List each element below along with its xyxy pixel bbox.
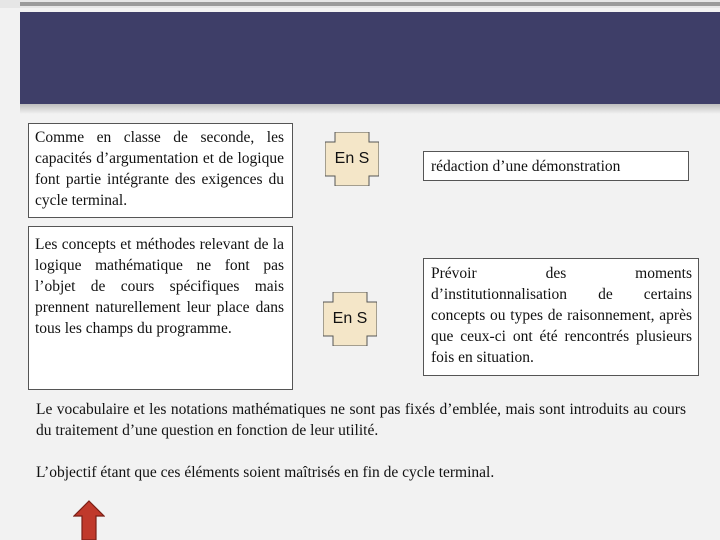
- text-box-seconde: [28, 123, 293, 218]
- text-box-redaction-text: rédaction d’une démonstration: [431, 158, 621, 175]
- plaque-label: En S: [332, 310, 368, 327]
- top-rule: [0, 0, 720, 8]
- text-box-redaction: [423, 151, 689, 181]
- plaque-label: En S: [334, 150, 370, 167]
- bottom-paragraph-vocabulaire: Le vocabulaire et les notations mathématiques ne sont pas fixés d’emblée, mais sont introduits au cours du traitement d’une question en fonction de leur utilité.: [36, 401, 686, 439]
- up-arrow-icon[interactable]: [73, 500, 105, 540]
- plaque-en-s-bottom: [323, 292, 377, 346]
- text-box-concepts: [28, 226, 293, 390]
- plaque-en-s-top: [325, 132, 379, 186]
- bottom-paragraph-objectif: L’objectif étant que ces éléments soient maîtrisés en fin de cycle terminal.: [36, 464, 495, 481]
- text-box-seconde-text: Comme en classe de seconde, les capacités d’argumentation et de logique font partie intégrante des exigences du cycle terminal.: [35, 129, 284, 209]
- title-band-shadow: [20, 104, 720, 114]
- title-band: [20, 12, 720, 104]
- bottom-text-block: [28, 392, 696, 496]
- text-box-institutionnalisation-text: Prévoir des moments d’institutionnalisation de certains concepts ou types de raisonnement, après que ceux-ci ont été rencontrés plusieurs fois en situation.: [431, 265, 692, 366]
- text-box-institutionnalisation: [423, 258, 699, 376]
- text-box-concepts-text: Les concepts et méthodes relevant de la logique mathématique ne font pas l’objet de cours spécifiques mais prennent naturellement leur place dans tous les champs du programme.: [35, 236, 284, 337]
- top-rule-inner: [20, 2, 720, 6]
